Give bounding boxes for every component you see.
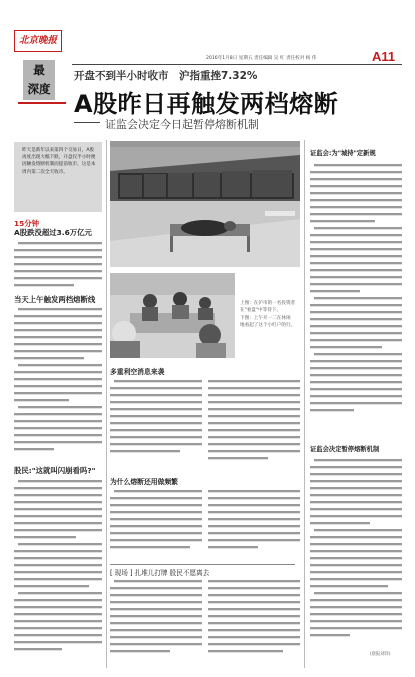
subhead-dash [74, 122, 100, 123]
date-line: 2016年1月8日 星期五 责任编辑 吴 红 责任校对 杨 伟 [206, 56, 317, 61]
page-number: A11 [372, 49, 396, 64]
photo-caption [240, 300, 302, 330]
intro-text: 昨天是新年以来第四个交易日，A股再度出现大幅下跌，开盘仅半小时便因触发熔断机制而提前收市，这是本周内第二次全天收市。 [22, 148, 96, 175]
text-lines [310, 457, 402, 647]
left-heading: 15分钟 [14, 219, 40, 228]
body-text-block [310, 162, 402, 427]
headline: A股昨日再触发两档熔断 [74, 90, 339, 118]
caption-line: 上图：在沪市的一名投资者 [240, 301, 296, 306]
body-text-block [310, 457, 402, 647]
caption-line: 在"看盘"中等待下。 [240, 308, 281, 314]
section-tag-underline [18, 102, 66, 104]
caption-line: 下图：上午开一二在休闲 [240, 315, 291, 321]
text-lines [310, 162, 402, 427]
left-heading: 股民:"这就叫闪崩看吗?" [14, 466, 96, 475]
text-lines [14, 306, 102, 456]
subheadline: 证监会决定今日起暂停熔断机制 [105, 118, 259, 131]
text-lines [110, 578, 300, 663]
trading-hall-photo [110, 141, 300, 267]
body-text-block [110, 578, 300, 663]
column-divider [304, 140, 305, 668]
section-tag-line: 深度 [27, 82, 51, 96]
section-tag-line: 最 [33, 63, 45, 77]
body-text-block [14, 306, 102, 456]
intro-box [14, 142, 102, 212]
text-lines [110, 378, 300, 468]
body-text-block [14, 478, 102, 663]
column-divider [106, 140, 107, 668]
mid-heading: 为什么熔断还用做频繁 [110, 478, 178, 486]
text-lines [14, 240, 102, 290]
body-text-block [14, 240, 102, 290]
mid-heading: 多重利空消息来袭 [110, 368, 165, 376]
byline: (晨报刘洋) [370, 652, 391, 657]
section-tag [23, 60, 55, 100]
caption-line: 地看起了这个小红户的行。 [240, 323, 296, 329]
right-heading: 证监会:为"城持"定新规 [310, 150, 376, 157]
body-text-block [110, 488, 300, 560]
newspaper-logo: 北京晚报 [14, 30, 62, 52]
top-divider [72, 64, 402, 65]
body-text-block [110, 378, 300, 468]
right-heading: 证监会决定暂停熔断机制 [310, 446, 380, 453]
kicker: 开盘不到半小时收市 沪指重挫7.32% [74, 70, 258, 82]
investors-photo [110, 273, 235, 358]
left-heading: A股跌没超过3.6万亿元 [14, 228, 92, 237]
left-heading: 当天上午触发两档熔断线 [14, 295, 96, 304]
text-lines [14, 478, 102, 663]
boxed-subhead: [ 现场 ] 扎堆儿打牌 股民不愿离去 [110, 564, 295, 577]
text-lines [110, 488, 300, 560]
